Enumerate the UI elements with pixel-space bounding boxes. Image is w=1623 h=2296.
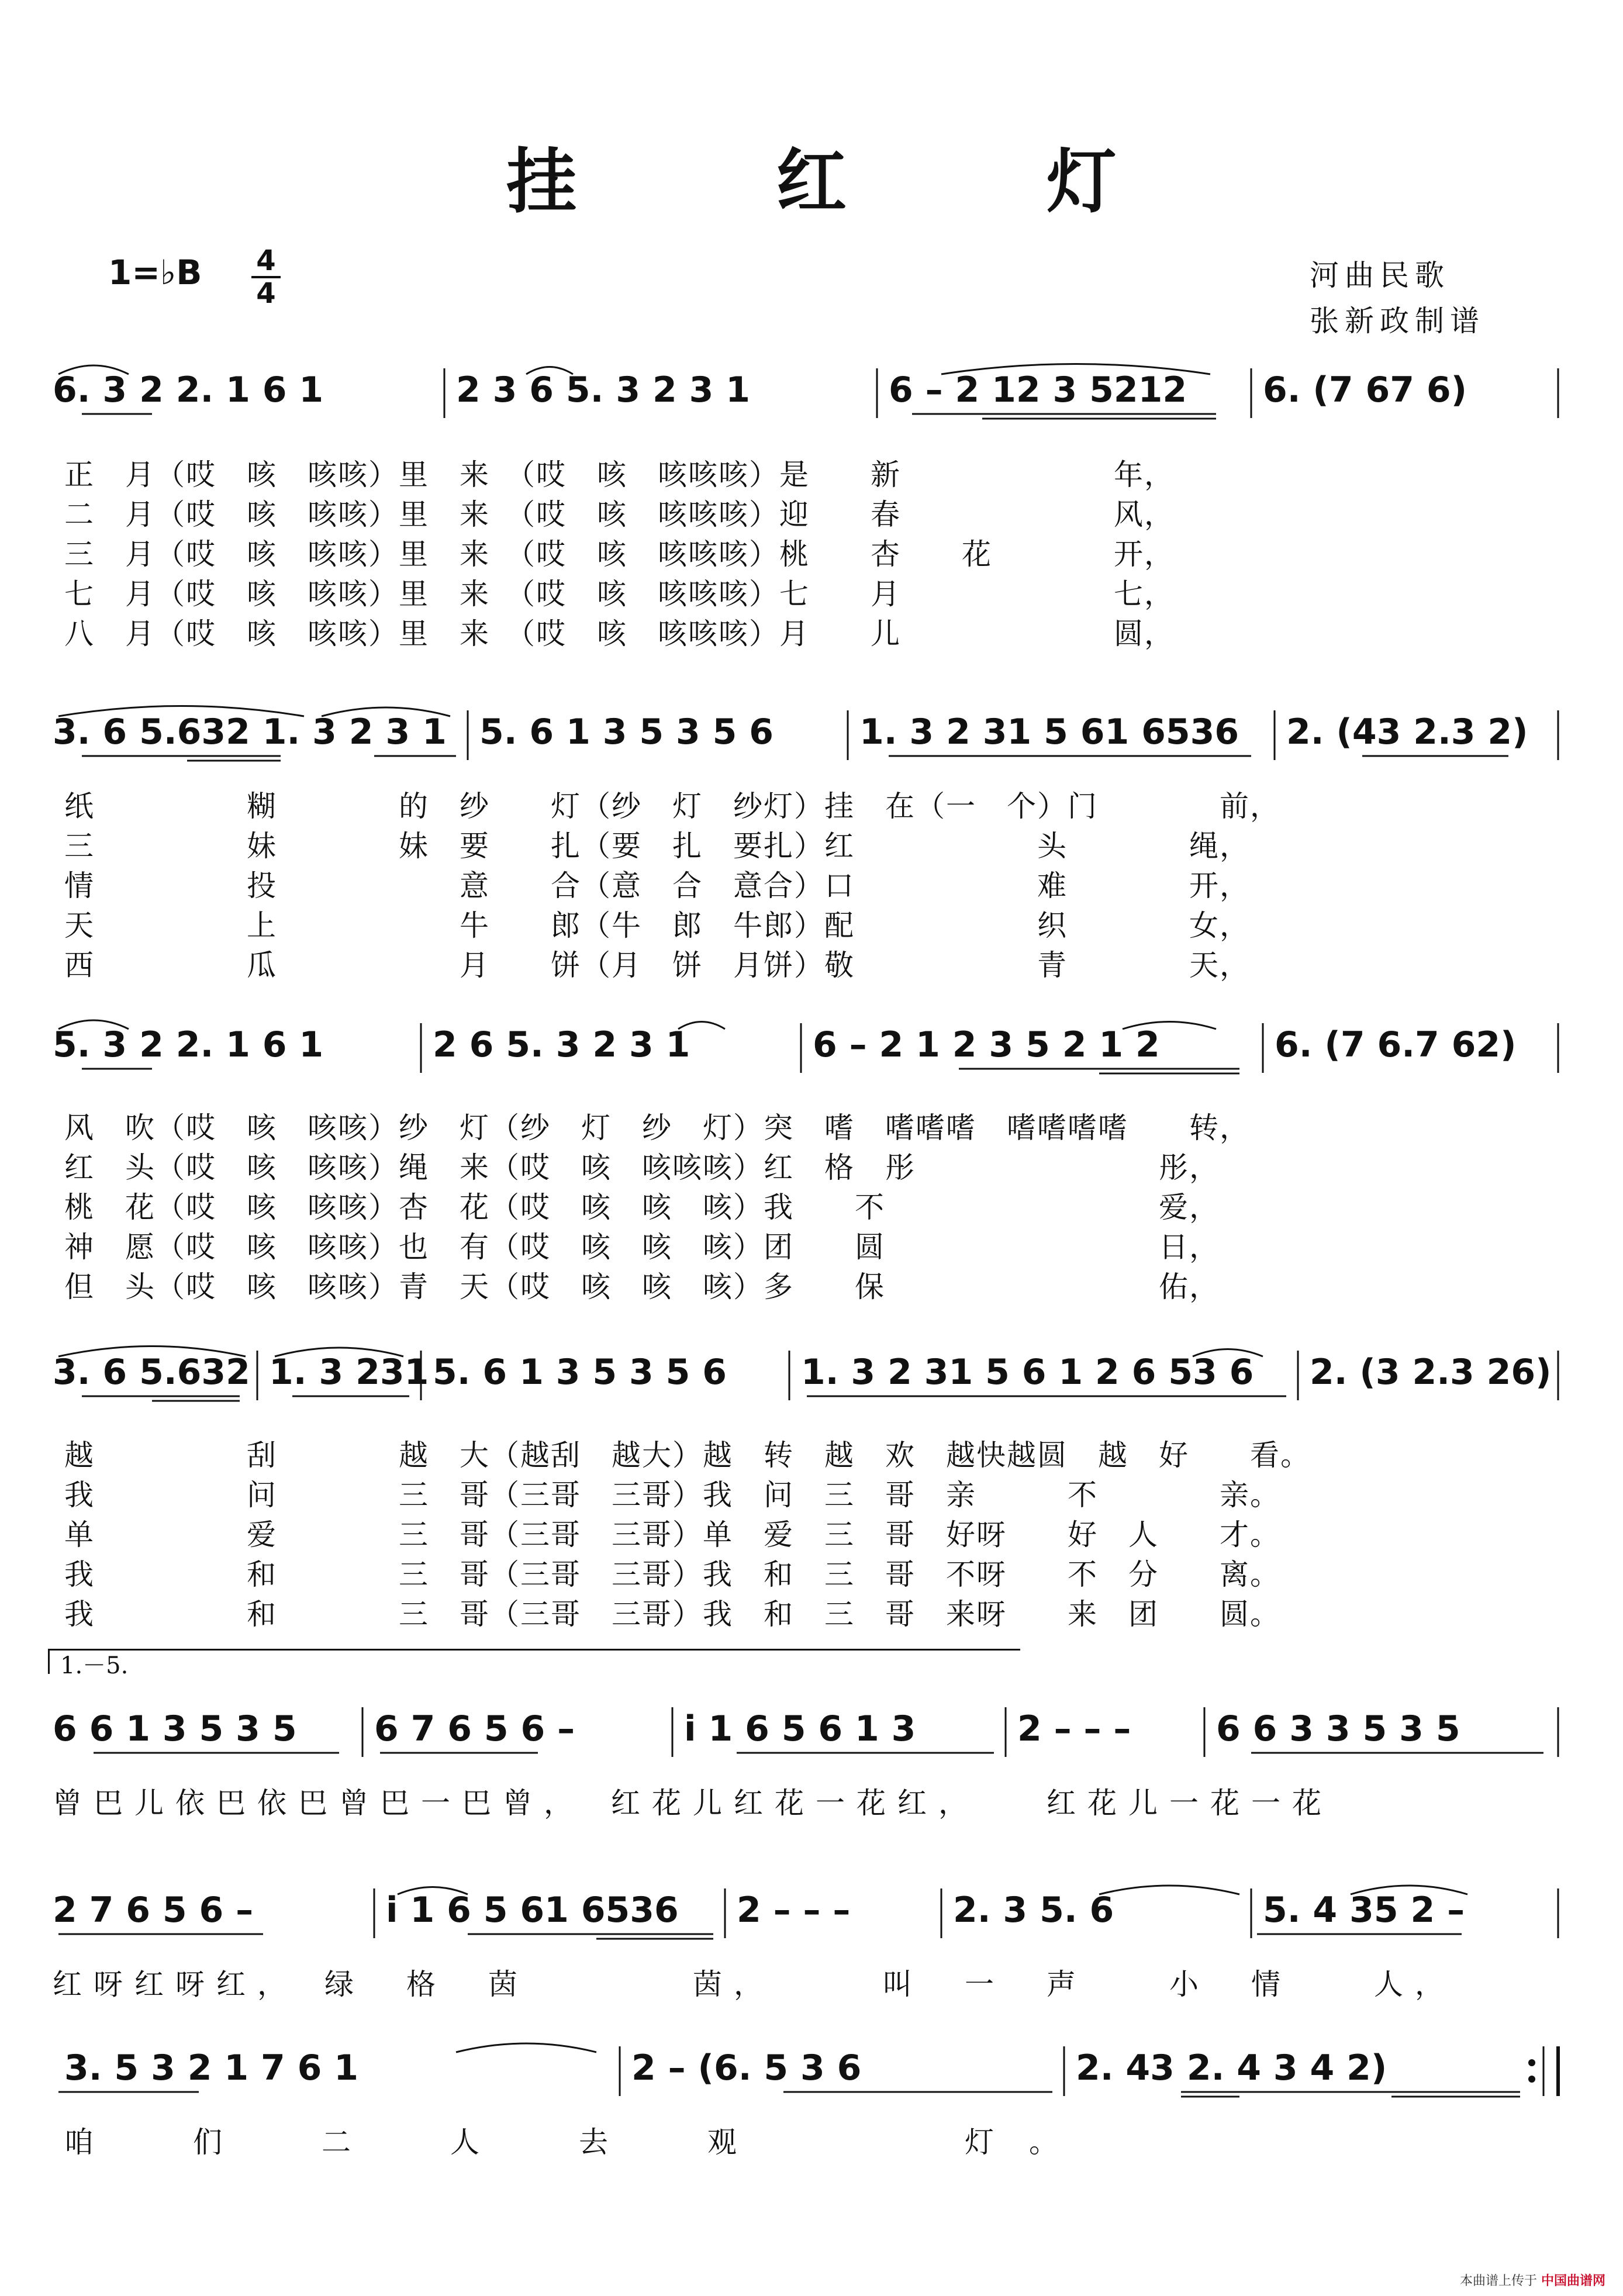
notes-line-2 [47,712,1567,764]
lyric-verse-3: 三 月（哎 咳 咳咳）里 来 （哎 咳 咳咳咳）桃 杏 花 开， [64,537,1175,571]
bar: 1. 3 2 31 5 61 6536 [859,712,1239,752]
notes-line-4 [47,1352,1567,1404]
bar: 6 6 3 3 5 3 5 [1216,1708,1460,1749]
lyric-verse-5: 西 瓜 月 饼（月 饼 月饼）敬 青 天， [64,948,1250,982]
lyric-verse-5: 我 和 三 哥（三哥 三哥）我 和 三 哥 来呀 来 团 圆。 [64,1597,1280,1631]
bar: 5. 3 2 2. 1 6 1 [53,1024,324,1065]
refrain-lyrics-3 [64,2122,1561,2162]
bar: 5. 6 1 3 5 3 5 6 [433,1352,727,1393]
bar: 2 3 6 5. 3 2 3 1 [456,370,750,410]
lyric-verse-1: 纸 糊 的 纱 灯（纱 灯 纱灯）挂 在（一 个）门 前， [64,789,1280,823]
bar: 6 6 1 3 5 3 5 [53,1708,297,1749]
lyrics-block-2 [64,786,1561,985]
bar: 2 6 5. 3 2 3 1 [433,1024,690,1065]
bar: 6. (7 6.7 62) [1275,1024,1517,1065]
volta-bracket [48,1649,1020,1679]
lyric-verse-3: 情 投 意 合（意 合 意合）口 难 开， [64,869,1250,903]
footer-site-logo[interactable]: 中国曲谱网 [1541,2274,1605,2288]
bar: 3. 5 3 2 1 7 6 1 [64,2048,358,2088]
refrain-lyric: 红呀红呀红， 绿 格 茵 茵， 叫 一 声 小 情 人， [53,1967,1456,2001]
lyric-verse-4: 七 月（哎 咳 咳咳）里 来 （哎 咳 咳咳咳）七 月 七， [64,577,1175,611]
bar: 1. 3 231 [269,1352,429,1393]
refrain-lyrics-1 [53,1783,1549,1823]
bar: 2. (43 2.3 2) [1286,712,1528,752]
footer [1460,2271,1605,2289]
time-signature [251,246,281,309]
lyrics-block-4 [64,1435,1561,1634]
lyric-verse-1: 风 吹（哎 咳 咳咳）纱 灯（纱 灯 纱 灯）突 嗜 嗜嗜嗜 嗜嗜嗜嗜 转， [64,1111,1250,1145]
lyric-verse-2: 我 问 三 哥（三哥 三哥）我 问 三 哥 亲 不 亲。 [64,1478,1280,1512]
notation-line-4 [47,1339,1567,1409]
bar: 3. 6 5.632 1. 3 2 3 1 [53,712,447,752]
lyric-verse-4: 天 上 牛 郎（牛 郎 牛郎）配 织 女， [64,909,1250,942]
lyric-verse-2: 二 月（哎 咳 咳咳）里 来 （哎 咳 咳咳咳）迎 春 风， [64,498,1175,531]
footer-text: 本曲谱上传于 [1459,2274,1537,2288]
bar: i 1 6 5 61 6536 [386,1890,679,1931]
lyric-verse-4: 我 和 三 哥（三哥 三哥）我 和 三 哥 不呀 不 分 离。 [64,1558,1280,1591]
credit-arranger: 张新政制谱 [1310,304,1485,338]
key-signature: 1=♭B [108,253,202,292]
time-signature-numerator: 4 [251,246,281,278]
lyric-verse-5: 但 头（哎 咳 咳咳）青 天（哎 咳 咳 咳）多 保 佑， [64,1270,1220,1304]
refrain-lyric: 曾巴儿依巴依巴曾巴一巴曾， 红花儿红花一花红， 红花儿一花一花 [53,1786,1333,1820]
notation-line-3 [47,1011,1567,1082]
bar: 2 – – – [1017,1708,1131,1749]
lyric-verse-5: 八 月（哎 咳 咳咳）里 来 （哎 咳 咳咳咳）月 儿 圆， [64,617,1175,651]
notation-line-2 [47,699,1567,769]
lyric-verse-3: 单 爱 三 哥（三哥 三哥）单 爱 三 哥 好呀 好 人 才。 [64,1518,1280,1552]
refrain-notation-line-3 [47,2035,1567,2105]
refrain-lyrics-2 [53,1964,1549,2004]
bar: 2 – (6. 5 3 6 [631,2048,862,2088]
time-signature-denominator: 4 [256,277,276,310]
bar: 6 – 2 1 2 3 5 2 1 2 [813,1024,1160,1065]
lyrics-block-3 [64,1108,1561,1307]
credit-origin: 河曲民歌 [1310,258,1450,292]
refrain-lyric: 咱 们 二 人 去 观 灯。 [64,2125,1093,2159]
lyric-verse-1: 正 月（哎 咳 咳咳）里 来 （哎 咳 咳咳咳）是 新 年， [64,458,1175,492]
lyric-verse-2: 红 头（哎 咳 咳咳）绳 来（哎 咳 咳咳咳）红 格 彤 彤， [64,1151,1220,1185]
lyric-verse-4: 神 愿（哎 咳 咳咳）也 有（哎 咳 咳 咳）团 圆 日， [64,1230,1220,1264]
bar: 2. (3 2.3 26) [1310,1352,1552,1393]
refrain-notes-line-2 [47,1890,1567,1942]
notes-line-1 [47,370,1567,422]
lyrics-block-1 [64,455,1561,654]
notation-line-1 [47,357,1567,427]
bar: 2. 3 5. 6 [953,1890,1114,1931]
lyric-verse-3: 桃 花（哎 咳 咳咳）杏 花（哎 咳 咳 咳）我 不 爱， [64,1190,1220,1224]
bar: 5. 4 35 2 – [1263,1890,1465,1931]
credits [1310,253,1485,344]
refrain-notes-line-3 [47,2048,1567,2100]
refrain-notation-line-2 [47,1877,1567,1947]
bar: 6 – 2 12 3 5212 [889,370,1187,410]
bar: 6 7 6 5 6 – [374,1708,575,1749]
refrain-notes-line-1 [47,1708,1567,1761]
bar: 2. 43 2. 4 3 4 2) [1076,2048,1387,2088]
volta-label: 1.－5. [60,1652,129,1679]
bar: 2 7 6 5 6 – [53,1890,254,1931]
bar: 5. 6 1 3 5 3 5 6 [479,712,773,752]
refrain-notation-line-1 [47,1696,1567,1766]
bar: 6. (7 67 6) [1263,370,1467,410]
lyric-verse-1: 越 刮 越 大（越刮 越大）越 转 越 欢 越快越圆 越 好 看。 [64,1438,1311,1472]
bar: 1. 3 2 31 5 6 1 2 6 53 6 [801,1352,1254,1393]
lyric-verse-2: 三 妹 妹 要 扎（要 扎 要扎）红 头 绳， [64,829,1250,863]
page-title: 挂 红 灯 [506,140,1204,223]
bar: i 1 6 5 6 1 3 [684,1708,916,1749]
bar: 2 – – – [737,1890,851,1931]
bar: 3. 6 5.632 [53,1352,250,1393]
notes-line-3 [47,1024,1567,1077]
bar: 6. 3 2 2. 1 6 1 [53,370,324,410]
